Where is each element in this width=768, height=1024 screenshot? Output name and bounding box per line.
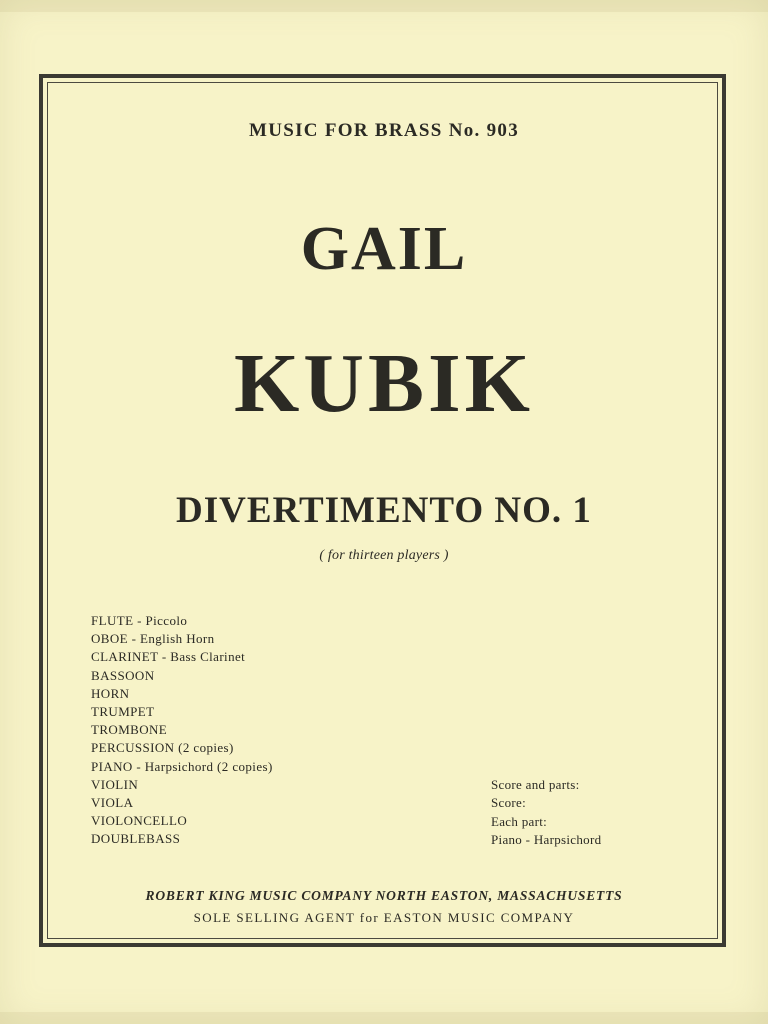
selling-agent-line: SOLE SELLING AGENT for EASTON MUSIC COMPANY <box>193 910 575 925</box>
composer-first-name: GAIL <box>300 215 468 283</box>
composer-last-name: KUBIK <box>233 337 535 430</box>
paper-edge-top <box>0 0 768 12</box>
pricing-line: Score and parts: <box>491 777 580 792</box>
instrument-item: BASSOON <box>91 667 155 683</box>
pricing-line: Each part: <box>491 813 548 829</box>
instrument-item: VIOLONCELLO <box>91 813 188 829</box>
instrument-item: FLUTE - Piccolo <box>91 613 188 628</box>
instrument-item: TROMBONE <box>91 722 168 738</box>
instrument-item: PERCUSSION (2 copies) <box>91 740 234 756</box>
instrument-item: TRUMPET <box>91 704 155 720</box>
instrument-item: PIANO - Harpsichord (2 copies) <box>91 758 273 774</box>
pricing-list <box>491 776 691 849</box>
paper-edge-bottom <box>0 1012 768 1024</box>
instrument-item: HORN <box>91 685 130 701</box>
instrument-list <box>91 612 471 849</box>
work-title: DIVERTIMENTO NO. 1 <box>176 490 592 531</box>
instrument-item: CLARINET - Bass Clarinet <box>91 649 246 665</box>
instrument-item: OBOE - English Horn <box>91 631 215 647</box>
publisher-line: ROBERT KING MUSIC COMPANY NORTH EASTON, MASSACHUSETTS <box>145 888 623 903</box>
instrument-item: VIOLIN <box>91 776 139 792</box>
instrument-item: DOUBLEBASS <box>91 831 181 847</box>
series-title: MUSIC FOR BRASS No. 903 <box>248 120 520 141</box>
instrument-item: VIOLA <box>91 795 134 811</box>
pricing-line: Piano - Harpsichord <box>491 831 602 847</box>
pricing-line: Score: <box>491 795 527 811</box>
work-subtitle: ( for thirteen players ) <box>319 548 449 563</box>
